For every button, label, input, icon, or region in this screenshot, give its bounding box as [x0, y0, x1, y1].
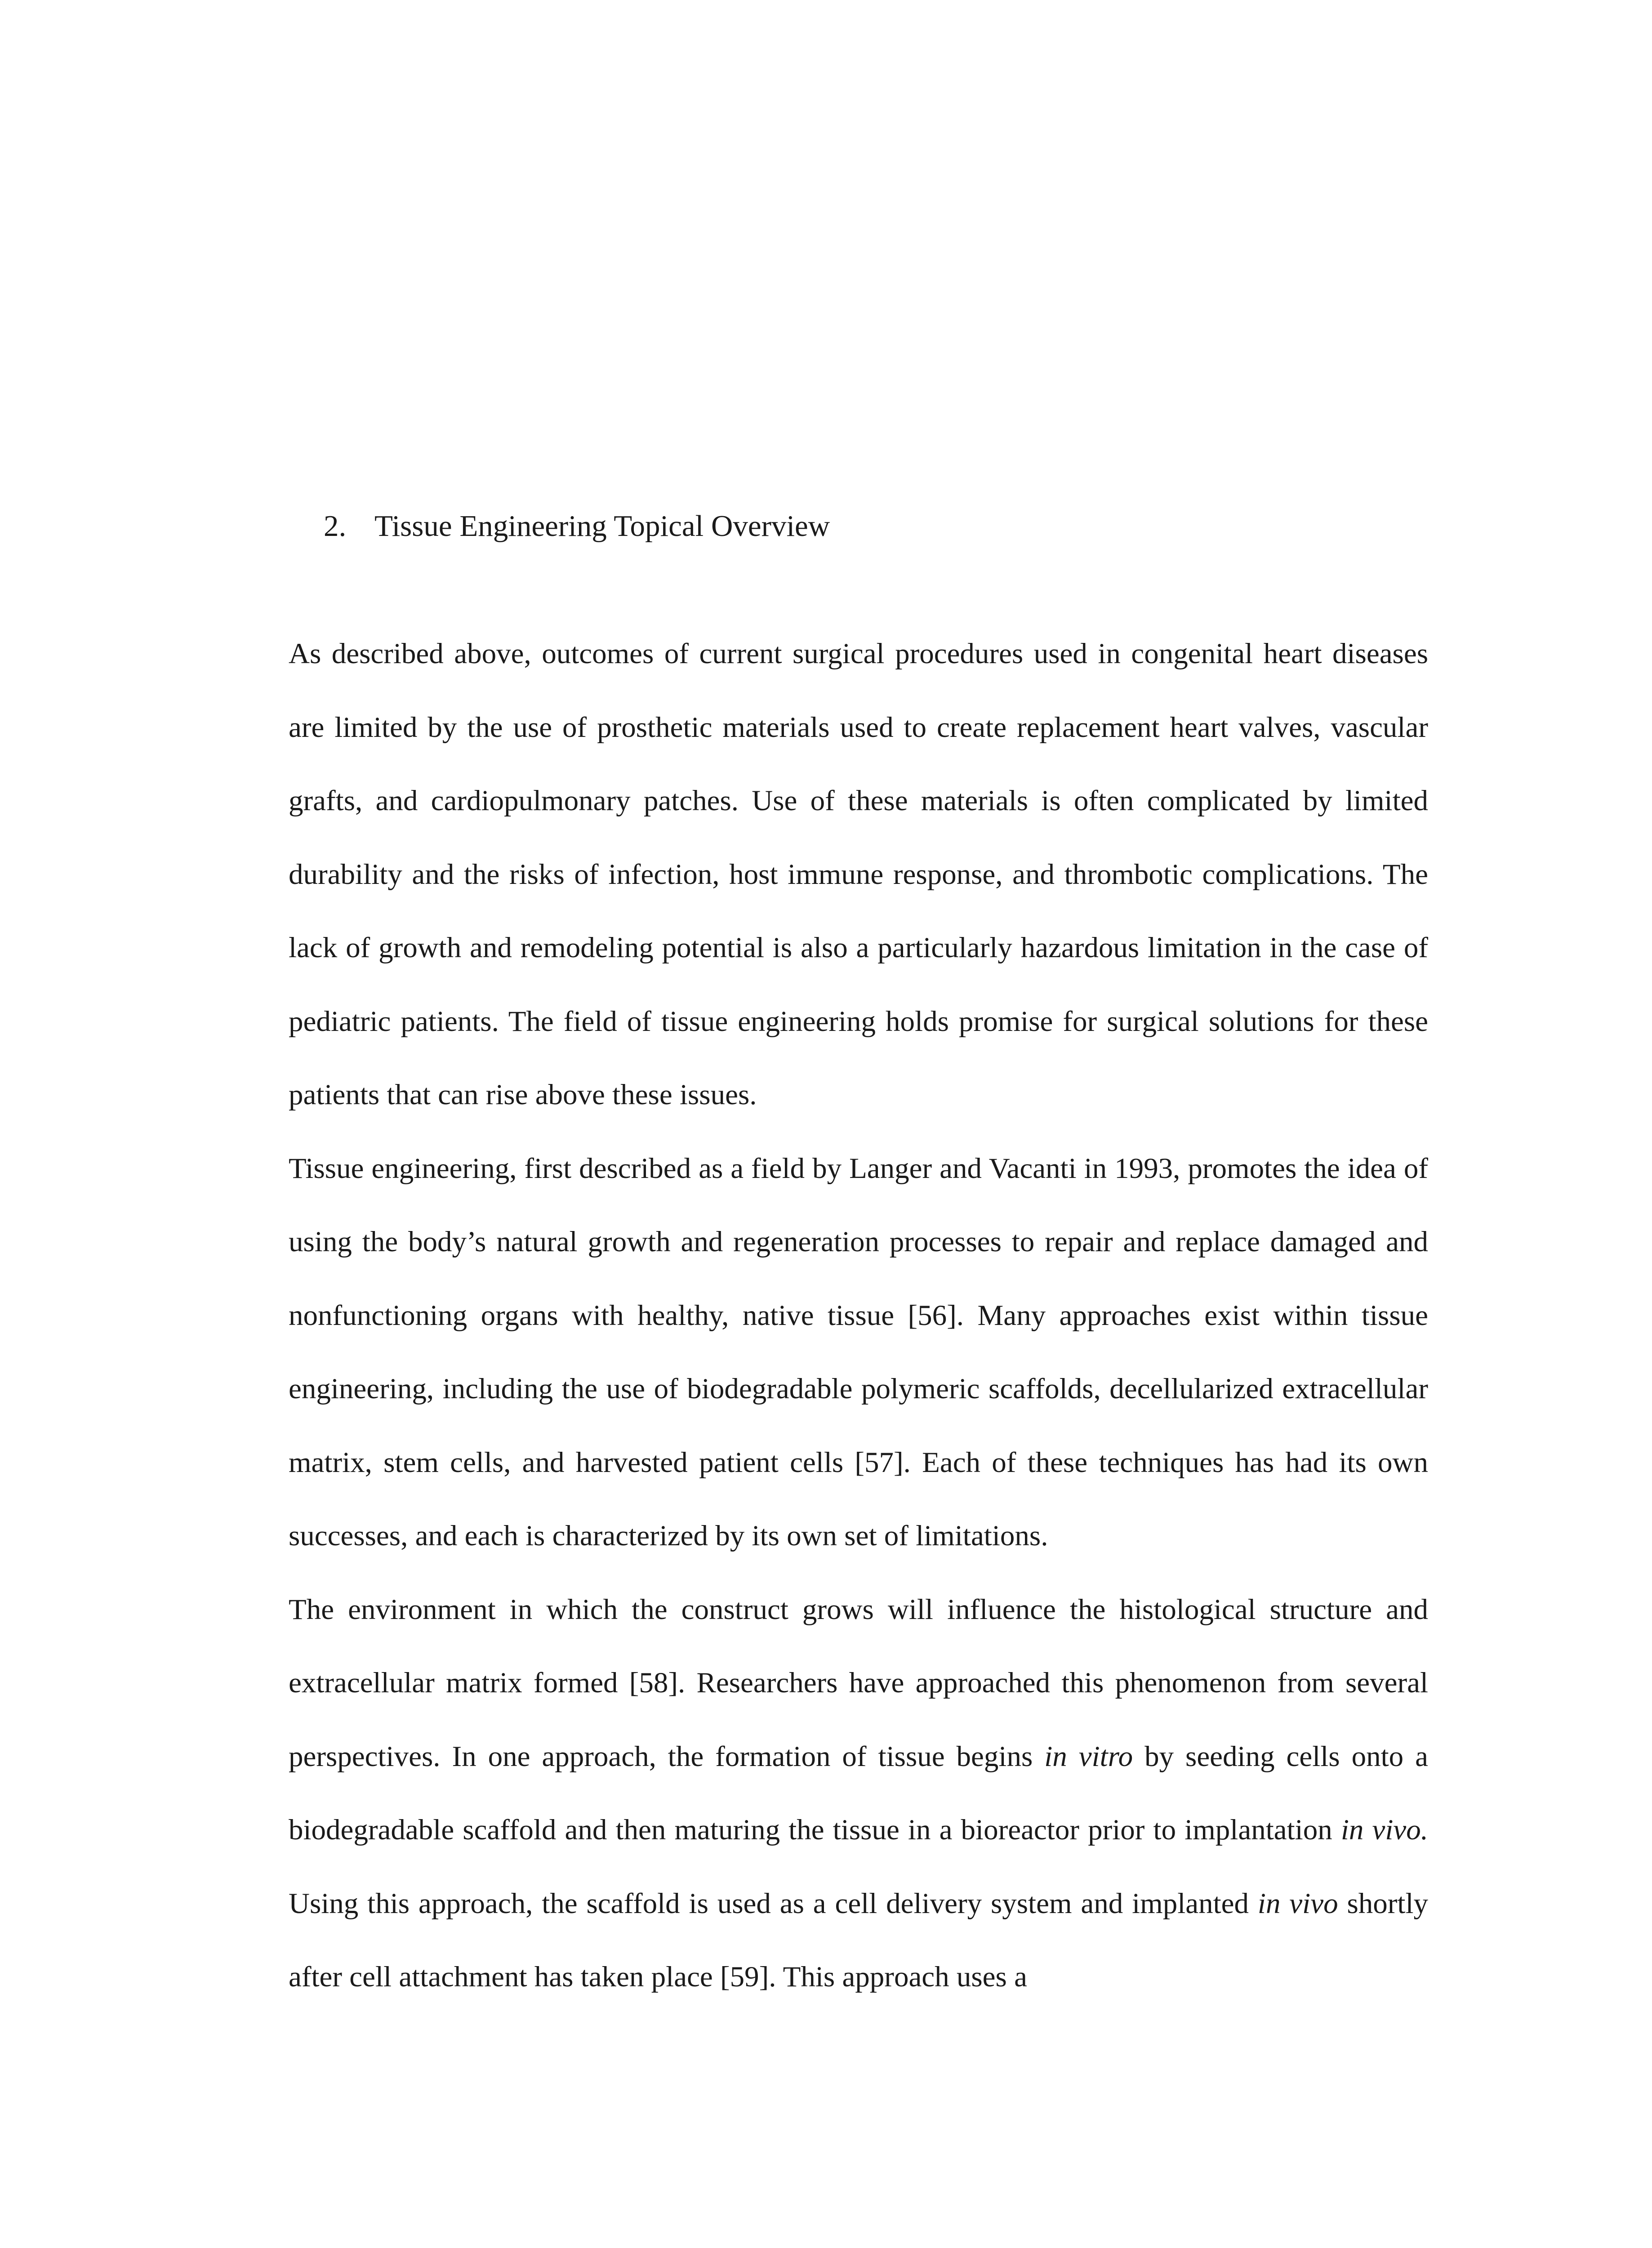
- section-heading: [324, 504, 830, 549]
- section-number: 2.: [324, 509, 347, 543]
- paragraph-1: [289, 617, 1428, 1132]
- paragraph-2: [289, 1132, 1428, 1573]
- italic-text-run: in vivo: [1257, 1887, 1338, 1920]
- italic-text-run: in vitro: [1044, 1740, 1133, 1773]
- italic-text-run: in vivo.: [1340, 1814, 1428, 1846]
- paragraph-3: [289, 1573, 1428, 2014]
- text-run: Using this approach, the scaffold is used as a cell delivery system and implanted: [289, 1887, 1258, 1920]
- section-title: Tissue Engineering Topical Overview: [374, 509, 830, 543]
- text-run: As described above, outcomes of current surgical procedures used in congenital heart diseases are limited by the use of prosthetic materials used to create replacement heart valves, vascular grafts, and cardiopulmonary patches. Use of these materials is often complicated by limited durability and the risks of infection, host immune response, and thrombotic complications. The lack of growth and remodeling potential is also a particularly hazardous limitation in the case of pediatric patients. The field of tissue engineering holds promise for surgical solutions for these patients that can rise above these issues.: [289, 638, 1428, 1111]
- text-run: The environment in which the construct grows will influence the histological structure and extracellular matrix formed [58]. Researchers have approached this phenomenon from several perspectives. In one approach, the formation of tissue begins: [289, 1593, 1428, 1773]
- body-text: [289, 617, 1428, 2014]
- text-run: Tissue engineering, first described as a field by Langer and Vacanti in 1993, promotes the idea of using the body’s natural growth and regeneration processes to repair and replace damaged and nonfunctioning organs with healthy, native tissue [56]. Many approaches exist within tissue engineering, including the use of biodegradable polymeric scaffolds, decellularized extracellular matrix, stem cells, and harvested patient cells [57]. Each of these techniques has had its own successes, and each is characterized by its own set of limitations.: [289, 1152, 1428, 1552]
- text-run: by seeding cells onto a biodegradable scaffold and then maturing the tissue in a bioreactor prior to implantation: [289, 1740, 1428, 1846]
- text-run: shortly after cell attachment has taken place [59]. This approach uses a: [289, 1887, 1428, 1993]
